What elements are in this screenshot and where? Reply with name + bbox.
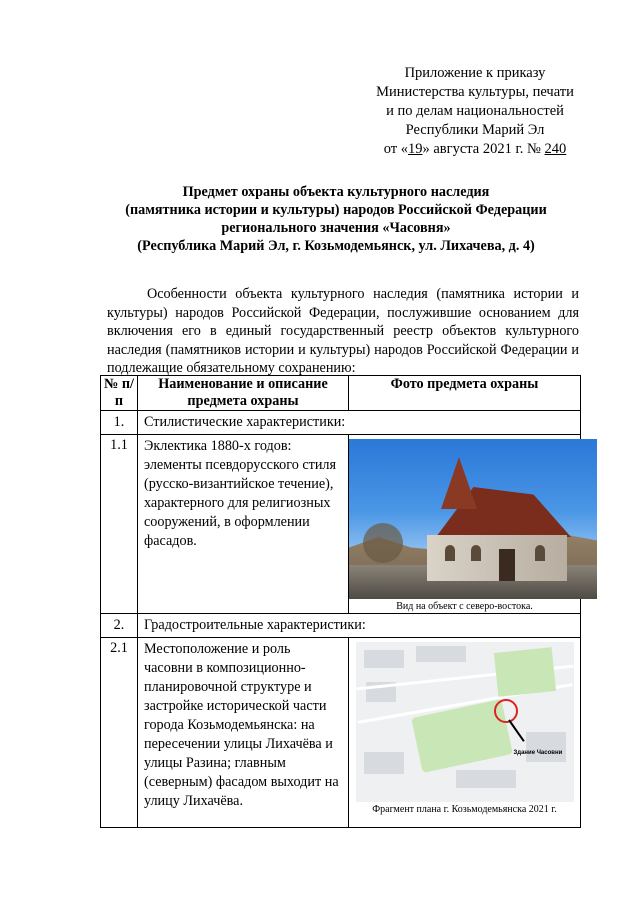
appendix-line: Министерства культуры, печати: [376, 84, 574, 100]
protection-table: [100, 375, 581, 828]
appendix-line: Приложение к приказу: [404, 65, 546, 81]
date-mid: » августа 2021 г. №: [422, 141, 545, 157]
title-line: (Республика Марий Эл, г. Козьмодемьянск, ул. Лихачева, д. 4): [137, 238, 535, 254]
row-num: 1.1: [101, 435, 138, 614]
order-number: 240: [544, 141, 567, 157]
document-title: [96, 183, 576, 255]
chapel-marker: [494, 699, 518, 723]
title-line: регионального значения «Часовня»: [221, 220, 451, 236]
photo-cell: [349, 435, 581, 614]
row-num: 2.1: [101, 638, 138, 828]
header-photo: Фото предмета охраны: [349, 376, 581, 411]
appendix-line: Республики Марий Эл: [405, 122, 545, 138]
intro-paragraph: Особенности объекта культурного наследия (памятника истории и культуры) народов Российской Федерации, послужившие основанием для включения его в единый государственный реестр объектов культурного наследия (памятников истории и культуры) народов Российской Федерации и подлежащие обязательному сохранению:: [107, 286, 579, 377]
title-line: Предмет охраны объекта культурного наследия: [182, 184, 490, 200]
row-description: Местоположение и роль часовни в композиционно-планировочной структуре и застройке исторической части города Козьмодемьянска: на пересечении улицы Лихачёва и улицы Разина; главным (северным) фасадом выходит на улицу Лихачёва.: [138, 638, 349, 828]
section-num: 1.: [101, 411, 138, 435]
section-row: [101, 614, 581, 638]
map-caption: Фрагмент плана г. Козьмодемьянска 2021 г.: [372, 804, 557, 815]
appendix-line: и по делам национальностей: [386, 103, 564, 119]
header-num: № п/п: [101, 376, 138, 411]
city-map: [356, 642, 574, 802]
map-cell: [349, 638, 581, 828]
header-name: Наименование и описание предмета охраны: [138, 376, 349, 411]
table-row: [101, 638, 581, 828]
date-day: 19: [408, 141, 423, 157]
chapel-photo: [349, 439, 597, 599]
section-row: [101, 411, 581, 435]
appendix-header: [350, 64, 600, 159]
section-num: 2.: [101, 614, 138, 638]
table-row: [101, 435, 581, 614]
row-description: Эклектика 1880-х годов: элементы псевдорусского стиля (русско-византийское течение), характерного для религиозных сооружений, в оформлении фасадов.: [138, 435, 349, 614]
map-label: Здание Часовни: [513, 750, 563, 756]
photo-caption: Вид на объект с северо-востока.: [396, 601, 533, 612]
section-title: Градостроительные характеристики:: [138, 614, 581, 638]
date-prefix: от «: [383, 141, 408, 157]
appendix-date: [350, 140, 600, 159]
section-title: Стилистические характеристики:: [138, 411, 581, 435]
title-line: (памятника истории и культуры) народов Российской Федерации: [125, 202, 547, 218]
table-header-row: [101, 376, 581, 411]
